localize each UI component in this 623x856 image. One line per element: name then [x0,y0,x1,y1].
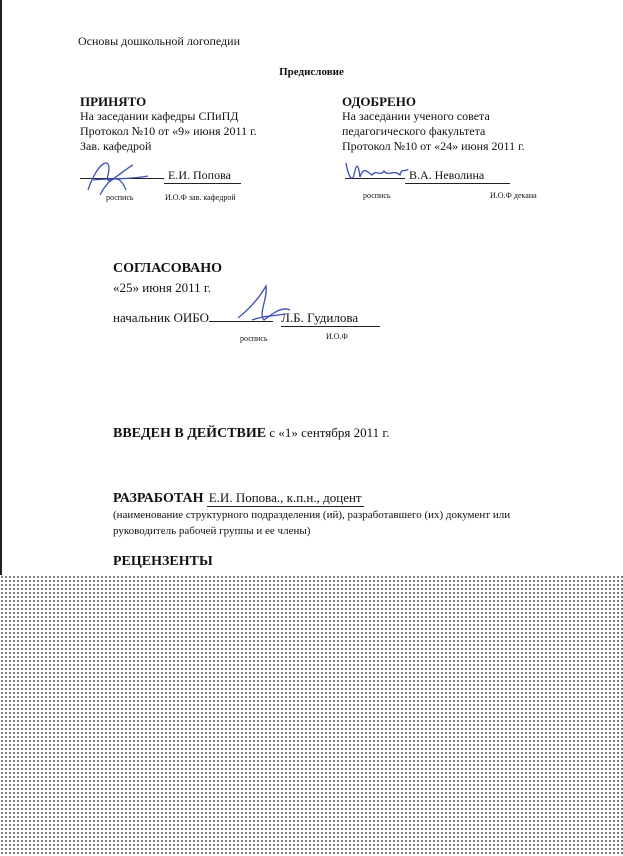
agreed-caption-name: И.О.Ф [326,332,348,341]
accepted-signature [78,150,158,200]
document-header: Основы дошкольной логопедии [78,34,241,48]
redaction-pattern [0,575,623,856]
agreed-role: начальник ОИБО [113,310,210,325]
section-title: Предисловие [279,66,344,78]
developed-value: Е.И. Попова., к.п.н., доцент [208,490,362,505]
developed-note-line2: руководитель рабочей группы и ее члены) [113,525,311,537]
approved-caption-name: И.О.Ф декана [490,191,537,200]
developed-line [113,490,364,507]
developed-heading: РАЗРАБОТАН [113,491,204,506]
accepted-line1: На заседании кафедры СПиПД [80,109,239,123]
accepted-caption-name: И.О.Ф зав. кафедрой [165,193,236,202]
enacted-text: с «1» сентября 2011 г. [266,425,390,440]
enacted-line [113,425,390,442]
accepted-caption-sign: роспись [106,193,134,202]
approved-name: В.А. Неволина [405,168,510,184]
agreed-heading: СОГЛАСОВАНО [113,261,222,276]
accepted-heading: ПРИНЯТО [80,94,147,109]
approved-signature [342,155,412,190]
accepted-line3: Зав. кафедрой [80,139,152,153]
developed-note-line1: (наименование структурного подразделения (ий), разработавшего (их) документ или [113,509,511,521]
agreed-name: Л.Б. Гудилова [281,310,380,327]
approved-line3: Протокол №10 от «24» июня 2011 г. [342,139,525,153]
agreed-block [113,259,222,297]
accepted-block [80,94,257,154]
agreed-signature [228,280,298,325]
reviewers-heading: РЕЦЕНЗЕНТЫ [113,554,213,569]
agreed-caption-sign: роспись [240,334,268,343]
enacted-heading: ВВЕДЕН В ДЕЙСТВИЕ [113,426,267,441]
developed-note [113,507,510,539]
approved-caption-sign: роспись [363,191,391,200]
approved-line2: педагогического факультета [342,124,486,138]
approved-block [342,94,525,154]
accepted-line2: Протокол №10 от «9» июня 2011 г. [80,124,257,138]
accepted-name: Е.И. Попова [164,168,241,184]
approved-line1: На заседании ученого совета [342,109,490,123]
agreed-date: «25» июня 2011 г. [113,280,211,295]
approved-heading: ОДОБРЕНО [342,94,416,109]
scan-edge [0,0,2,575]
